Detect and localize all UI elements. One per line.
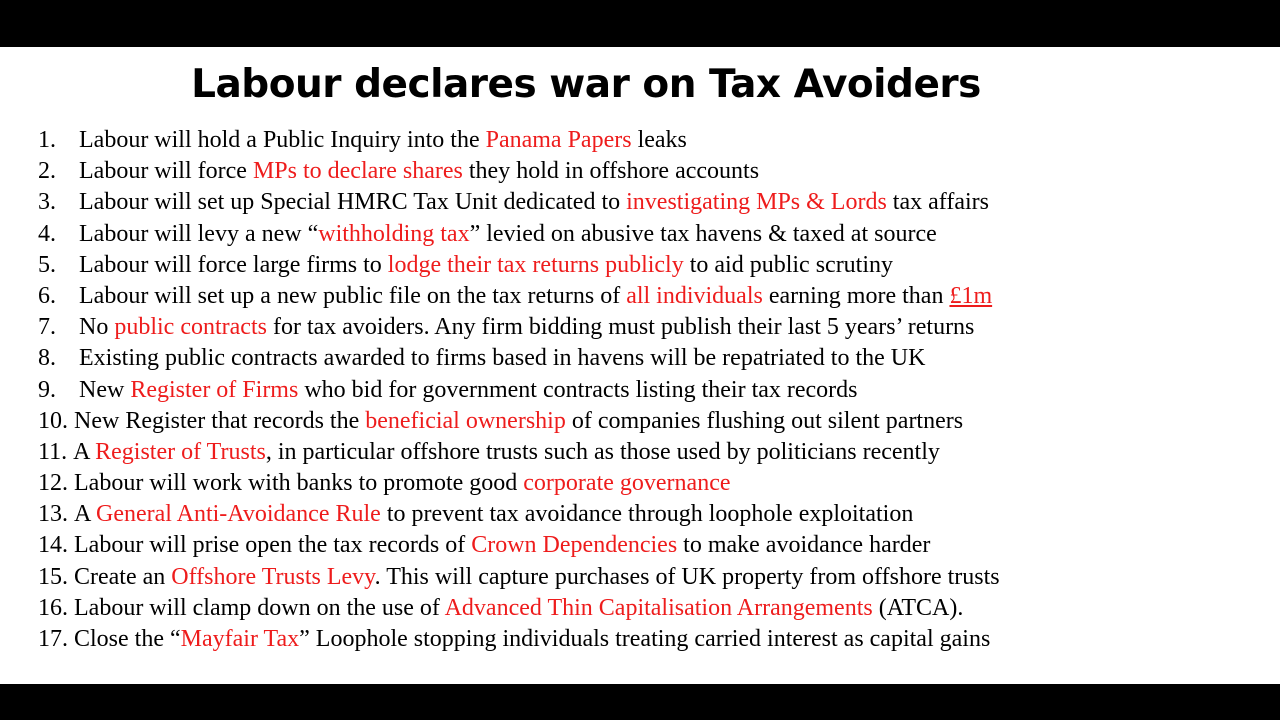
item-text: to make avoidance harder — [677, 532, 931, 559]
policy-list — [38, 125, 1000, 655]
list-item — [38, 593, 1000, 624]
item-text: earning more than — [762, 282, 950, 309]
item-text: (ATCA). — [872, 594, 964, 621]
item-text: to prevent tax avoidance through loophole exploitation — [380, 501, 914, 528]
item-text: leaks — [631, 127, 687, 153]
highlighted-term: General Anti-Avoidance Rule — [96, 501, 381, 528]
item-number: 14. — [38, 532, 68, 559]
list-item — [38, 468, 1000, 499]
item-text: ” Loophole stopping individuals treating carried interest as capital gains — [299, 626, 991, 652]
item-text: New — [79, 376, 131, 403]
item-text: New Register that records the — [74, 407, 366, 434]
list-item — [38, 343, 1000, 374]
item-text: Labour will force — [79, 158, 253, 185]
item-text: of companies flushing out silent partners — [565, 407, 964, 434]
item-text: Labour will set up a new public file on the tax returns of — [79, 282, 627, 309]
item-number: 7. — [38, 314, 56, 341]
item-text: tax affairs — [886, 189, 989, 216]
item-text: Labour will clamp down on the use of — [74, 594, 445, 621]
item-number: 12. — [38, 470, 68, 497]
highlighted-term: lodge their tax returns publicly — [387, 251, 684, 278]
highlighted-term: £1m — [949, 282, 993, 309]
item-text: Labour will force large firms to — [79, 251, 388, 278]
top-letterbox-bar — [0, 0, 1280, 47]
list-item — [38, 499, 1000, 530]
item-text: ” levied on abusive tax havens & taxed at source — [469, 220, 937, 247]
list-item — [38, 624, 1000, 655]
item-text: , in particular offshore trusts such as those used by politicians recently — [265, 438, 940, 465]
highlighted-term: public contracts — [114, 314, 267, 341]
list-item — [38, 437, 1000, 468]
list-item — [38, 562, 1000, 593]
highlighted-term: all individuals — [626, 282, 763, 309]
item-text: for tax avoiders. Any firm bidding must publish their last 5 years’ returns — [266, 314, 975, 341]
highlighted-term: beneficial ownership — [365, 407, 566, 434]
item-number: 8. — [38, 345, 56, 372]
item-number: 2. — [38, 158, 56, 185]
item-text: Labour will prise open the tax records of — [74, 532, 472, 559]
highlighted-term: Register of Firms — [130, 376, 299, 403]
item-text: . This will capture purchases of UK property from offshore trusts — [374, 563, 1000, 590]
list-item — [38, 312, 1000, 343]
item-text: Close the “ — [74, 626, 181, 652]
list-item — [38, 125, 1000, 156]
item-number: 13. — [38, 501, 68, 528]
item-number: 3. — [38, 189, 56, 216]
highlighted-term: Panama Papers — [485, 127, 632, 153]
slide-title: Labour declares war on Tax Avoiders — [191, 62, 981, 107]
item-number: 5. — [38, 251, 56, 278]
highlighted-term: Register of Trusts — [95, 438, 266, 465]
list-item — [38, 187, 1000, 218]
list-item — [38, 406, 1000, 437]
item-text: A — [74, 501, 97, 528]
highlighted-term: corporate governance — [523, 470, 731, 497]
item-text: to aid public scrutiny — [683, 251, 894, 278]
item-text: Labour will work with banks to promote good — [74, 470, 524, 497]
item-number: 11. — [38, 438, 68, 465]
highlighted-term: Crown Dependencies — [471, 532, 678, 559]
list-item — [38, 375, 1000, 406]
item-text: who bid for government contracts listing their tax records — [298, 376, 858, 403]
highlighted-term: Mayfair Tax — [180, 626, 300, 652]
item-number: 17. — [38, 626, 68, 652]
list-item — [38, 219, 1000, 250]
slide — [0, 47, 1280, 684]
item-number: 6. — [38, 282, 56, 309]
item-text: No — [79, 314, 115, 341]
item-text: Labour will levy a new “ — [79, 220, 319, 247]
highlighted-term: Offshore Trusts Levy — [171, 563, 375, 590]
highlighted-term: MPs to declare shares — [252, 158, 463, 185]
item-text: they hold in offshore accounts — [462, 158, 760, 185]
item-number: 1. — [38, 127, 56, 153]
list-item — [38, 281, 1000, 312]
item-text: Labour will set up Special HMRC Tax Unit dedicated to — [79, 189, 627, 216]
item-text: Create an — [74, 563, 172, 590]
item-number: 15. — [38, 563, 68, 590]
item-text: Labour will hold a Public Inquiry into the — [79, 127, 486, 153]
bottom-letterbox-bar — [0, 684, 1280, 720]
item-text: Existing public contracts awarded to firms based in havens will be repatriated to the UK — [79, 345, 926, 372]
list-item — [38, 156, 1000, 187]
item-number: 10. — [38, 407, 68, 434]
list-item — [38, 530, 1000, 561]
item-number: 4. — [38, 220, 56, 247]
highlighted-term: withholding tax — [318, 220, 470, 247]
highlighted-term: Advanced Thin Capitalisation Arrangements — [444, 594, 873, 621]
item-number: 9. — [38, 376, 56, 403]
highlighted-term: investigating MPs & Lords — [626, 189, 887, 216]
list-item — [38, 250, 1000, 281]
item-text: A — [73, 438, 96, 465]
item-number: 16. — [38, 594, 68, 621]
